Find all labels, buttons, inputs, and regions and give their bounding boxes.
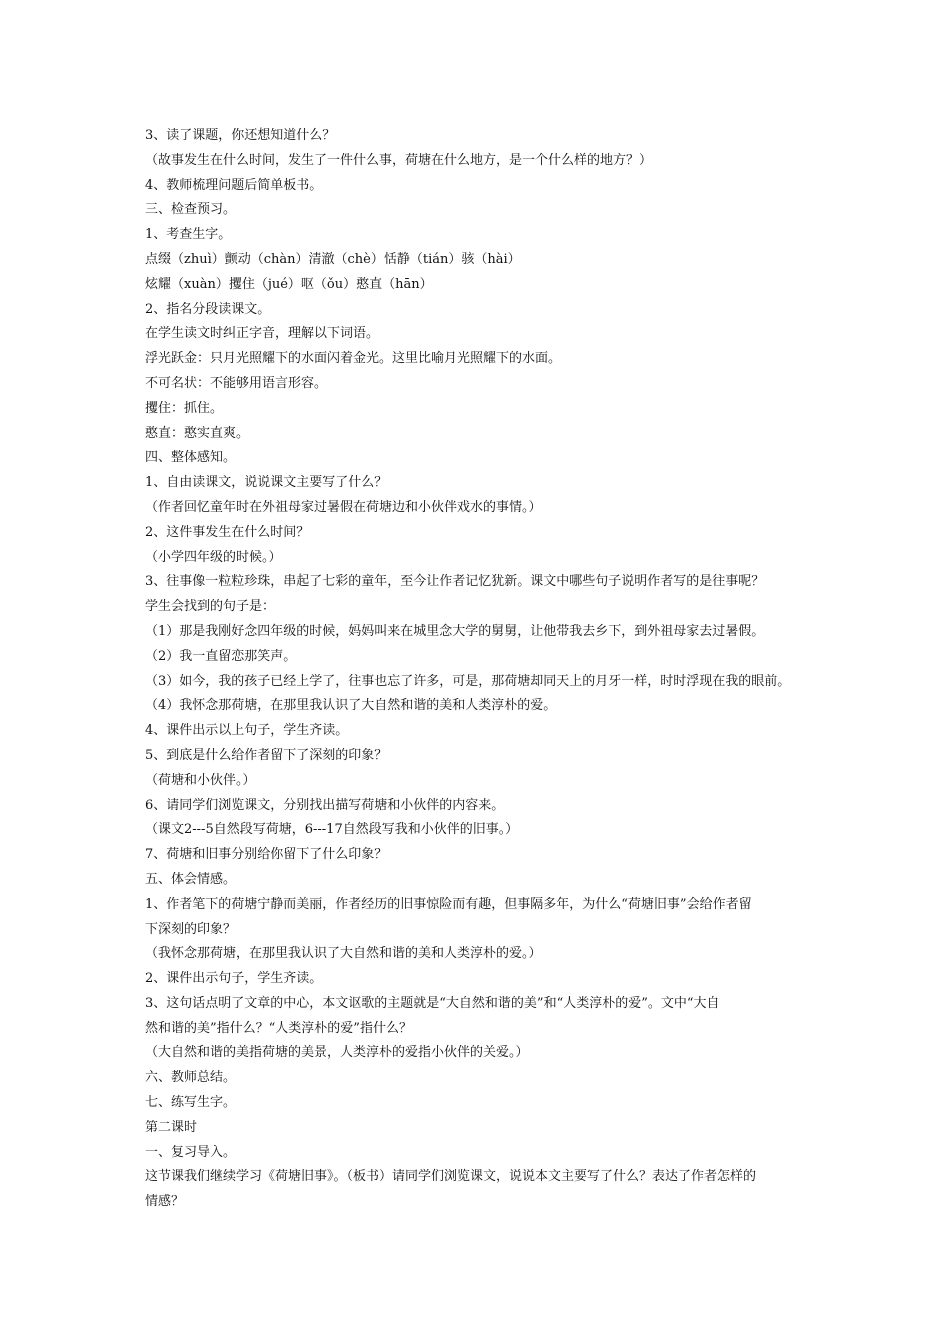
text-line: 1、考查生字。 — [145, 227, 232, 243]
text-line: 2、指名分段读课文。 — [145, 301, 271, 317]
section-heading: 四、整体感知。 — [145, 450, 237, 466]
section-heading: 一、复习导入。 — [145, 1144, 237, 1160]
text-line: （1）那是我刚好念四年级的时候，妈妈叫来在城里念大学的舅舅，让他带我去乡下，到外祖母家去过暑假。 — [145, 623, 765, 639]
text-line: 浮光跃金：只月光照耀下的水面闪着金光。这里比喻月光照耀下的水面。 — [145, 351, 562, 367]
text-line: 1、自由读课文，说说课文主要写了什么？ — [145, 475, 388, 491]
text-line: 4、教师梳理问题后简单板书。 — [145, 177, 323, 193]
text-line: 2、这件事发生在什么时间？ — [145, 524, 310, 540]
text-line: 7、荷塘和旧事分别给你留下了什么印象？ — [145, 847, 388, 863]
section-heading: 六、教师总结。 — [145, 1070, 237, 1086]
section-heading: 三、检查预习。 — [145, 202, 237, 218]
text-line: （荷塘和小伙伴。） — [145, 772, 256, 788]
text-line: （我怀念那荷塘，在那里我认识了大自然和谐的美和人类淳朴的爱。） — [145, 946, 542, 962]
text-line: （作者回忆童年时在外祖母家过暑假在荷塘边和小伙伴戏水的事情。） — [145, 499, 542, 515]
text-line: 5、到底是什么给作者留下了深刻的印象？ — [145, 747, 388, 763]
text-line: 炫耀（xuàn）攫住（jué）呕（ǒu）憨直（hān） — [145, 276, 433, 292]
text-line: 不可名状：不能够用语言形容。 — [145, 375, 328, 391]
text-line: （2）我一直留恋那笑声。 — [145, 648, 297, 664]
text-line: 下深刻的印象？ — [145, 921, 237, 937]
text-line: 然和谐的美”指什么？“人类淳朴的爱”指什么？ — [145, 1020, 412, 1036]
text-line: 4、课件出示以上句子，学生齐读。 — [145, 723, 349, 739]
text-line: 学生会找到的句子是： — [145, 599, 276, 615]
text-line: （大自然和谐的美指荷塘的美景，人类淳朴的爱指小伙伴的关爱。） — [145, 1045, 529, 1061]
text-line: 2、课件出示句子，学生齐读。 — [145, 971, 323, 987]
text-line: 情感？ — [145, 1194, 185, 1210]
text-line: 这节课我们继续学习《荷塘旧事》。（板书）请同学们浏览课文，说说本文主要写了什么？表达了作者怎样的 — [145, 1169, 757, 1185]
text-line: 在学生读文时纠正字音，理解以下词语。 — [145, 326, 380, 342]
text-line: （3）如今，我的孩子已经上学了，往事也忘了许多，可是，那荷塘却同天上的月牙一样，时时浮现在我的眼前。 — [145, 673, 791, 689]
text-line: 攫住：抓住。 — [145, 400, 224, 416]
text-line: （课文2---5自然段写荷塘，6---17自然段写我和小伙伴的旧事。） — [145, 822, 519, 838]
text-line: 3、这句话点明了文章的中心，本文讴歌的主题就是“大自然和谐的美”和“人类淳朴的爱”。文中“大自 — [145, 995, 720, 1011]
text-line: 6、请同学们浏览课文，分别找出描写荷塘和小伙伴的内容来。 — [145, 797, 505, 813]
text-line: 点缀（zhuì）颤动（chàn）清澈（chè）恬静（tián）骇（hài） — [145, 251, 521, 267]
text-line: （故事发生在什么时间，发生了一件什么事，荷塘在什么地方，是一个什么样的地方？） — [145, 152, 653, 168]
document-page — [145, 124, 817, 1215]
text-line: （4）我怀念那荷塘，在那里我认识了大自然和谐的美和人类淳朴的爱。 — [145, 698, 557, 714]
text-line: （小学四年级的时候。） — [145, 549, 282, 565]
text-line: 3、读了课题，你还想知道什么？ — [145, 128, 336, 143]
section-heading: 五、体会情感。 — [145, 871, 237, 887]
lesson-heading: 第二课时 — [145, 1119, 198, 1135]
text-line: 3、往事像一粒粒珍珠，串起了七彩的童年，至今让作者记忆犹新。课文中哪些句子说明作者写的是往事呢？ — [145, 574, 765, 590]
section-heading: 七、练写生字。 — [145, 1095, 237, 1111]
text-line: 憨直：憨实直爽。 — [145, 425, 250, 441]
text-line: 1、作者笔下的荷塘宁静而美丽，作者经历的旧事惊险而有趣，但事隔多年，为什么“荷塘旧事”会给作者留 — [145, 896, 752, 912]
